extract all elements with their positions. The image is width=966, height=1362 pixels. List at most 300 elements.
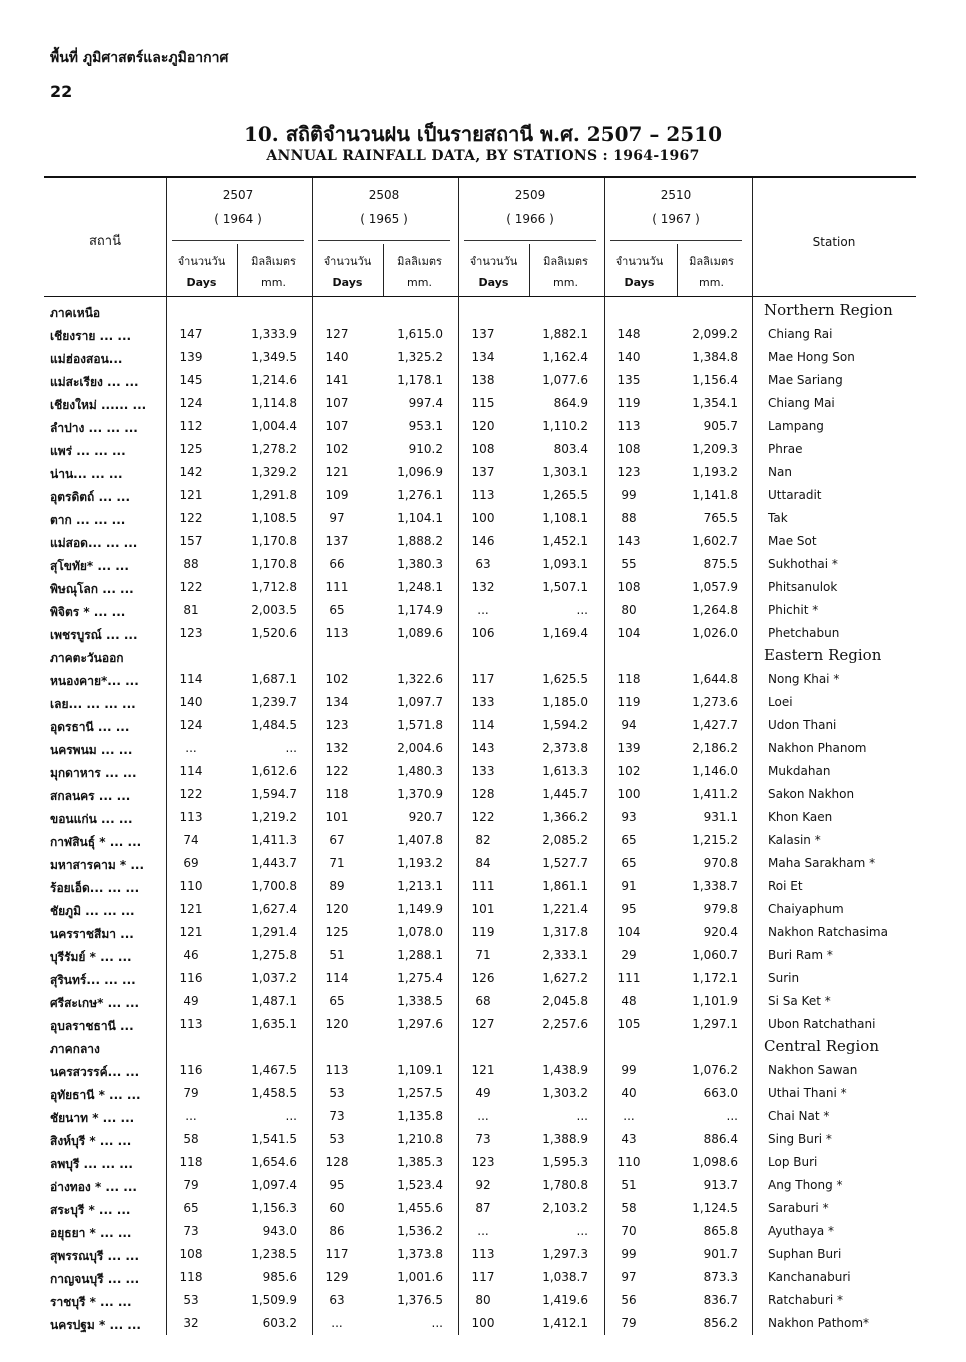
table-row xyxy=(44,668,916,691)
rain-mm-cell: 1,338.7 xyxy=(692,879,738,893)
station-name-english: Lop Buri xyxy=(768,1155,818,1169)
rain-mm-cell: 1,038.7 xyxy=(542,1270,588,1284)
station-name-english: Khon Kaen xyxy=(768,810,833,824)
rain-mm-cell: 1,329.2 xyxy=(251,465,297,479)
rain-mm-cell: 1,210.8 xyxy=(397,1132,443,1146)
rain-mm-cell: 1,411.2 xyxy=(692,787,738,801)
rain-mm-cell: 1,407.8 xyxy=(397,833,443,847)
rain-days-cell: 82 xyxy=(475,833,491,847)
rain-days-cell: 114 xyxy=(471,718,495,732)
table-row xyxy=(44,507,916,530)
rain-mm-cell: 1,571.8 xyxy=(397,718,443,732)
station-name-thai: เชียงราย ... ... xyxy=(50,329,132,343)
rain-mm-cell: 1,594.2 xyxy=(542,718,588,732)
station-name-thai: อ่างทอง * ... ... xyxy=(50,1180,137,1194)
station-name-english: Kanchanaburi xyxy=(768,1270,851,1284)
station-name-thai: สระบุรี * ... ... xyxy=(50,1203,131,1217)
station-name-english: Sing Buri * xyxy=(768,1132,832,1146)
rain-days-cell: 116 xyxy=(179,971,203,985)
station-name-english: Maha Sarakham * xyxy=(768,856,876,870)
year-be-header: 2510 xyxy=(660,188,692,202)
rain-days-cell: 68 xyxy=(475,994,491,1008)
rain-days-cell: 120 xyxy=(471,419,495,433)
station-name-thai: ร้อยเอ็ด... ... ... xyxy=(50,881,140,895)
rain-mm-cell: 920.4 xyxy=(703,925,738,939)
table-row xyxy=(44,369,916,392)
rain-days-cell: 101 xyxy=(325,810,349,824)
rain-days-cell: 118 xyxy=(179,1155,203,1169)
rain-mm-cell: 1,317.8 xyxy=(542,925,588,939)
station-name-thai: อุดรธานี ... ... xyxy=(50,720,130,734)
rain-mm-cell: 910.2 xyxy=(408,442,443,456)
rain-mm-cell: 1,214.6 xyxy=(251,373,297,387)
rain-mm-cell: 864.9 xyxy=(553,396,588,410)
rain-days-cell: 117 xyxy=(471,1270,495,1284)
rain-mm-cell: 913.7 xyxy=(703,1178,738,1192)
rain-mm-cell: 979.8 xyxy=(703,902,738,916)
rain-days-cell: 143 xyxy=(471,741,495,755)
rain-days-cell: 135 xyxy=(617,373,641,387)
rain-mm-cell: 873.3 xyxy=(703,1270,738,1284)
station-name-thai: สิงห์บุรี * ... ... xyxy=(50,1134,132,1148)
rain-days-cell: 73 xyxy=(329,1109,345,1123)
rain-mm-cell: 1,291.8 xyxy=(251,488,297,502)
rain-mm-cell: 1,303.1 xyxy=(542,465,588,479)
year-ce-header: ( 1966 ) xyxy=(506,212,554,226)
rain-days-cell: 118 xyxy=(325,787,349,801)
station-name-thai: แม่ฮ่องสอน... xyxy=(50,352,123,366)
rain-days-cell: 142 xyxy=(179,465,203,479)
station-name-thai: อุทัยธานี * ... ... xyxy=(50,1088,141,1102)
station-name-english: Ang Thong * xyxy=(768,1178,843,1192)
rain-mm-cell: 1,507.1 xyxy=(542,580,588,594)
rain-days-cell: 127 xyxy=(325,327,349,341)
rain-days-cell: ... xyxy=(477,1109,489,1123)
rain-days-cell: 100 xyxy=(617,787,641,801)
page-number: 22 xyxy=(50,82,73,101)
rain-mm-cell: 1,037.2 xyxy=(251,971,297,985)
rain-days-cell: 128 xyxy=(325,1155,349,1169)
rain-mm-cell: 1,076.2 xyxy=(692,1063,738,1077)
rain-days-cell: 139 xyxy=(617,741,641,755)
rain-mm-cell: 1,388.9 xyxy=(542,1132,588,1146)
rain-days-cell: 89 xyxy=(329,879,345,893)
rain-mm-cell: 1,001.6 xyxy=(397,1270,443,1284)
rain-days-cell: 134 xyxy=(325,695,349,709)
rain-mm-cell: 1,108.5 xyxy=(251,511,297,525)
rain-mm-cell: 1,185.0 xyxy=(542,695,588,709)
rain-mm-cell: 1,594.7 xyxy=(251,787,297,801)
station-name-english: Mukdahan xyxy=(768,764,831,778)
rain-mm-cell: ... xyxy=(431,1316,443,1330)
mm-en-header: mm. xyxy=(261,276,286,289)
station-name-english: Uttaradit xyxy=(768,488,822,502)
rain-mm-cell: 985.6 xyxy=(262,1270,297,1284)
rain-days-cell: 53 xyxy=(329,1086,345,1100)
table-row xyxy=(44,438,916,461)
rain-mm-cell: 1,275.8 xyxy=(251,948,297,962)
rain-mm-cell: 1,110.2 xyxy=(542,419,588,433)
mm-th-header: มิลลิเมตร xyxy=(397,255,442,268)
region-row xyxy=(44,645,916,668)
rain-days-cell: 86 xyxy=(329,1224,345,1238)
station-name-english: Nakhon Phanom xyxy=(768,741,867,755)
table-row xyxy=(44,1197,916,1220)
region-name-english: Eastern Region xyxy=(764,646,882,664)
year-ce-header: ( 1964 ) xyxy=(214,212,262,226)
rain-mm-cell: 1,098.6 xyxy=(692,1155,738,1169)
rain-mm-cell: 1,412.1 xyxy=(542,1316,588,1330)
rain-days-cell: 63 xyxy=(329,1293,345,1307)
station-name-english: Surin xyxy=(768,971,800,985)
rain-days-cell: 121 xyxy=(325,465,349,479)
rain-mm-cell: 1,273.6 xyxy=(692,695,738,709)
rain-days-cell: 94 xyxy=(621,718,637,732)
rain-days-cell: 121 xyxy=(471,1063,495,1077)
rain-mm-cell: 1,627.2 xyxy=(542,971,588,985)
station-name-english: Chiang Mai xyxy=(768,396,835,410)
rain-days-cell: ... xyxy=(623,1109,635,1123)
rain-mm-cell: 1,057.9 xyxy=(692,580,738,594)
rain-mm-cell: 1,170.8 xyxy=(251,534,297,548)
rain-mm-cell: 1,520.6 xyxy=(251,626,297,640)
rain-mm-cell: 1,455.6 xyxy=(397,1201,443,1215)
rain-days-cell: 29 xyxy=(621,948,637,962)
station-name-thai: ขอนแก่น ... ... xyxy=(50,812,133,826)
rain-days-cell: 99 xyxy=(621,1247,637,1261)
days-th-header: จำนวนวัน xyxy=(469,255,518,268)
rain-days-cell: 65 xyxy=(329,994,345,1008)
rain-days-cell: 116 xyxy=(179,1063,203,1077)
rain-days-cell: 110 xyxy=(179,879,203,893)
rain-days-cell: 107 xyxy=(325,396,349,410)
year-be-header: 2509 xyxy=(514,188,546,202)
table-row xyxy=(44,806,916,829)
rain-days-cell: 113 xyxy=(179,1017,203,1031)
rain-days-cell: 102 xyxy=(325,442,349,456)
rain-mm-cell: 2,099.2 xyxy=(692,327,738,341)
rain-mm-cell: 603.2 xyxy=(262,1316,297,1330)
region-name-english: Central Region xyxy=(764,1037,879,1055)
rain-days-cell: 121 xyxy=(179,925,203,939)
table-row xyxy=(44,415,916,438)
station-name-thai: ชัยภูมิ ... ... ... xyxy=(50,904,135,918)
rain-days-cell: 104 xyxy=(617,626,641,640)
rain-days-cell: 46 xyxy=(183,948,199,962)
station-name-english: Nakhon Sawan xyxy=(768,1063,858,1077)
station-name-thai: เลย... ... ... ... xyxy=(50,697,136,711)
header-rule xyxy=(44,296,916,297)
rain-days-cell: 114 xyxy=(179,672,203,686)
days-en-header: Days xyxy=(186,276,217,289)
rain-days-cell: 97 xyxy=(329,511,345,525)
rain-mm-cell: 1,265.5 xyxy=(542,488,588,502)
rain-mm-cell: 1,297.3 xyxy=(542,1247,588,1261)
rain-mm-cell: 1,411.3 xyxy=(251,833,297,847)
rain-days-cell: 79 xyxy=(621,1316,637,1330)
rain-days-cell: 140 xyxy=(179,695,203,709)
rain-days-cell: 122 xyxy=(325,764,349,778)
station-name-english: Nan xyxy=(768,465,792,479)
rain-mm-cell: 1,419.6 xyxy=(542,1293,588,1307)
rain-mm-cell: 1,288.1 xyxy=(397,948,443,962)
rain-days-cell: 124 xyxy=(179,396,203,410)
table-row xyxy=(44,1105,916,1128)
station-name-thai: ลำปาง ... ... ... xyxy=(50,421,138,435)
rain-mm-cell: 931.1 xyxy=(703,810,738,824)
rain-mm-cell: 1,349.5 xyxy=(251,350,297,364)
rain-mm-cell: 1,257.5 xyxy=(397,1086,443,1100)
rain-days-cell: 113 xyxy=(179,810,203,824)
rain-days-cell: 65 xyxy=(621,856,637,870)
table-row xyxy=(44,484,916,507)
rain-mm-cell: 1,484.5 xyxy=(251,718,297,732)
rain-mm-cell: 1,174.9 xyxy=(397,603,443,617)
rain-mm-cell: 1,209.3 xyxy=(692,442,738,456)
rain-days-cell: 126 xyxy=(471,971,495,985)
rain-days-cell: ... xyxy=(185,741,197,755)
rain-days-cell: 102 xyxy=(617,764,641,778)
rain-days-cell: 109 xyxy=(325,488,349,502)
rain-days-cell: 121 xyxy=(179,488,203,502)
rain-days-cell: 51 xyxy=(329,948,345,962)
table-row xyxy=(44,921,916,944)
rain-mm-cell: 803.4 xyxy=(553,442,588,456)
rain-days-cell: 79 xyxy=(183,1086,199,1100)
rain-days-cell: 120 xyxy=(325,902,349,916)
rain-days-cell: 111 xyxy=(325,580,349,594)
table-row xyxy=(44,1220,916,1243)
rain-days-cell: 122 xyxy=(471,810,495,824)
rain-days-cell: 117 xyxy=(471,672,495,686)
rain-days-cell: 145 xyxy=(179,373,203,387)
rain-days-cell: 113 xyxy=(471,488,495,502)
rain-days-cell: 132 xyxy=(325,741,349,755)
station-thai-header: สถานี xyxy=(89,234,121,249)
station-name-english: Saraburi * xyxy=(768,1201,829,1215)
station-name-thai: มหาสารคาม * ... xyxy=(50,858,145,872)
station-name-thai: เชียงใหม่ ...... ... xyxy=(50,398,147,412)
rain-mm-cell: 1,124.5 xyxy=(692,1201,738,1215)
rain-mm-cell: 2,003.5 xyxy=(251,603,297,617)
table-title-english: ANNUAL RAINFALL DATA, BY STATIONS : 1964-1967 xyxy=(266,148,700,164)
rain-days-cell: 70 xyxy=(621,1224,637,1238)
year-underline xyxy=(610,240,742,241)
section-header: พื้นที่ ภูมิศาสตร์และภูมิอากาศ xyxy=(50,50,229,66)
rain-days-cell: ... xyxy=(477,603,489,617)
rain-mm-cell: 1,602.7 xyxy=(692,534,738,548)
table-row xyxy=(44,530,916,553)
station-name-thai: แม่สอด... ... ... xyxy=(50,536,138,550)
station-name-thai: นครพนม ... ... xyxy=(50,743,133,757)
rain-mm-cell: 1,523.4 xyxy=(397,1178,443,1192)
rain-mm-cell: 1,509.9 xyxy=(251,1293,297,1307)
rain-mm-cell: 1,700.8 xyxy=(251,879,297,893)
rain-mm-cell: 1,077.6 xyxy=(542,373,588,387)
rain-mm-cell: 1,615.0 xyxy=(397,327,443,341)
station-name-thai: อุบลราชธานี ... xyxy=(50,1019,134,1033)
region-name-thai: ภาคเหนือ xyxy=(50,306,101,320)
rain-days-cell: 53 xyxy=(329,1132,345,1146)
rain-mm-cell: 1,004.4 xyxy=(251,419,297,433)
rain-days-cell: 123 xyxy=(325,718,349,732)
rain-mm-cell: 1,654.6 xyxy=(251,1155,297,1169)
rain-mm-cell: 1,097.4 xyxy=(251,1178,297,1192)
rain-days-cell: 108 xyxy=(617,580,641,594)
rain-mm-cell: 1,536.2 xyxy=(397,1224,443,1238)
station-name-english: Mae Sariang xyxy=(768,373,843,387)
station-name-thai: นครปฐม * ... ... xyxy=(50,1318,141,1332)
rain-days-cell: 56 xyxy=(621,1293,637,1307)
station-name-english: Roi Et xyxy=(768,879,803,893)
rain-mm-cell: 1,097.7 xyxy=(397,695,443,709)
rain-days-cell: 93 xyxy=(621,810,637,824)
rain-days-cell: ... xyxy=(331,1316,343,1330)
table-row xyxy=(44,1059,916,1082)
rain-days-cell: 84 xyxy=(475,856,491,870)
rain-mm-cell: 1,141.8 xyxy=(692,488,738,502)
table-row xyxy=(44,392,916,415)
table-row xyxy=(44,1013,916,1036)
rain-mm-cell: 1,480.3 xyxy=(397,764,443,778)
rain-days-cell: 119 xyxy=(617,396,641,410)
rain-mm-cell: 1,380.3 xyxy=(397,557,443,571)
rain-mm-cell: 1,135.8 xyxy=(397,1109,443,1123)
rain-mm-cell: 2,186.2 xyxy=(692,741,738,755)
rain-days-cell: 58 xyxy=(621,1201,637,1215)
rain-days-cell: 123 xyxy=(179,626,203,640)
rain-mm-cell: 901.7 xyxy=(703,1247,738,1261)
station-name-thai: กาญจนบุรี ... ... xyxy=(50,1272,140,1286)
days-th-header: จำนวนวัน xyxy=(177,255,226,268)
rain-days-cell: 118 xyxy=(179,1270,203,1284)
rain-days-cell: 92 xyxy=(475,1178,491,1192)
rain-mm-cell: 1,104.1 xyxy=(397,511,443,525)
rain-days-cell: ... xyxy=(477,1224,489,1238)
rain-days-cell: 80 xyxy=(475,1293,491,1307)
rain-mm-cell: 1,264.8 xyxy=(692,603,738,617)
table-title-thai: 10. สถิติจำนวนฝน เป็นรายสถานี พ.ศ. 2507 – 2510 xyxy=(243,122,723,146)
rain-mm-cell: 1,384.8 xyxy=(692,350,738,364)
rain-mm-cell: 1,427.7 xyxy=(692,718,738,732)
rain-mm-cell: 1,276.1 xyxy=(397,488,443,502)
rain-days-cell: 51 xyxy=(621,1178,637,1192)
rain-days-cell: 81 xyxy=(183,603,199,617)
rain-days-cell: 95 xyxy=(329,1178,345,1192)
rain-mm-cell: 905.7 xyxy=(703,419,738,433)
mm-en-header: mm. xyxy=(553,276,578,289)
station-name-english: Ubon Ratchathani xyxy=(768,1017,876,1031)
rain-days-cell: 127 xyxy=(471,1017,495,1031)
rain-mm-cell: 1,078.0 xyxy=(397,925,443,939)
rain-mm-cell: 1,366.2 xyxy=(542,810,588,824)
rain-mm-cell: 1,215.2 xyxy=(692,833,738,847)
rain-days-cell: 114 xyxy=(179,764,203,778)
station-name-thai: ตาก ... ... ... xyxy=(50,513,126,527)
table-row xyxy=(44,967,916,990)
rain-days-cell: 79 xyxy=(183,1178,199,1192)
station-name-thai: บุรีรัมย์ * ... ... xyxy=(50,950,132,964)
rain-mm-cell: 2,045.8 xyxy=(542,994,588,1008)
rain-days-cell: 99 xyxy=(621,488,637,502)
year-underline xyxy=(318,240,450,241)
rain-mm-cell: 970.8 xyxy=(703,856,738,870)
station-name-english: Nakhon Pathom* xyxy=(768,1316,870,1330)
rain-mm-cell: 1,373.8 xyxy=(397,1247,443,1261)
table-row xyxy=(44,1266,916,1289)
rain-mm-cell: 1,146.0 xyxy=(692,764,738,778)
rain-days-cell: 120 xyxy=(325,1017,349,1031)
rain-mm-cell: 1,882.1 xyxy=(542,327,588,341)
rain-mm-cell: 1,303.2 xyxy=(542,1086,588,1100)
rain-mm-cell: 1,238.5 xyxy=(251,1247,297,1261)
rain-mm-cell: 1,333.9 xyxy=(251,327,297,341)
rain-days-cell: 122 xyxy=(179,787,203,801)
station-name-english: Phichit * xyxy=(768,603,819,617)
station-name-english: Chaiyaphum xyxy=(768,902,844,916)
days-en-header: Days xyxy=(624,276,655,289)
rain-days-cell: 111 xyxy=(617,971,641,985)
station-name-english: Ayuthaya * xyxy=(768,1224,835,1238)
rain-days-cell: 102 xyxy=(325,672,349,686)
rain-days-cell: 129 xyxy=(325,1270,349,1284)
mm-th-header: มิลลิเมตร xyxy=(251,255,296,268)
rain-days-cell: 88 xyxy=(621,511,637,525)
rain-days-cell: 125 xyxy=(325,925,349,939)
rain-days-cell: 67 xyxy=(329,833,345,847)
mm-th-header: มิลลิเมตร xyxy=(689,255,734,268)
table-row xyxy=(44,852,916,875)
station-name-english: Ratchaburi * xyxy=(768,1293,843,1307)
rain-days-cell: 148 xyxy=(617,327,641,341)
station-name-thai: มุกดาหาร ... ... xyxy=(50,766,137,780)
rain-mm-cell: 1,060.7 xyxy=(692,948,738,962)
rain-days-cell: 123 xyxy=(471,1155,495,1169)
rain-days-cell: 58 xyxy=(183,1132,199,1146)
rain-mm-cell: 997.4 xyxy=(408,396,443,410)
rain-days-cell: 49 xyxy=(475,1086,491,1100)
rain-mm-cell: 1,780.8 xyxy=(542,1178,588,1192)
rain-days-cell: 87 xyxy=(475,1201,491,1215)
rain-mm-cell: 1,595.3 xyxy=(542,1155,588,1169)
region-name-thai: ภาคตะวันออก xyxy=(50,651,124,665)
rain-days-cell: 106 xyxy=(471,626,495,640)
rain-days-cell: 97 xyxy=(621,1270,637,1284)
rain-days-cell: 100 xyxy=(471,511,495,525)
rain-days-cell: 137 xyxy=(471,327,495,341)
days-th-header: จำนวนวัน xyxy=(323,255,372,268)
rain-mm-cell: 1,888.2 xyxy=(397,534,443,548)
rain-mm-cell: 1,625.5 xyxy=(542,672,588,686)
rain-mm-cell: 1,093.1 xyxy=(542,557,588,571)
rain-mm-cell: 1,297.1 xyxy=(692,1017,738,1031)
rain-days-cell: 128 xyxy=(471,787,495,801)
rain-mm-cell: 1,291.4 xyxy=(251,925,297,939)
rain-days-cell: 134 xyxy=(471,350,495,364)
table-row xyxy=(44,622,916,645)
table-row xyxy=(44,691,916,714)
rain-days-cell: 53 xyxy=(183,1293,199,1307)
rain-mm-cell: 1,156.4 xyxy=(692,373,738,387)
table-row xyxy=(44,760,916,783)
region-name-english: Northern Region xyxy=(764,301,893,319)
station-name-thai: สุรินทร์... ... ... xyxy=(50,973,136,987)
rain-mm-cell: 1,109.1 xyxy=(397,1063,443,1077)
table-row xyxy=(44,1312,916,1335)
rain-days-cell: 71 xyxy=(329,856,345,870)
rain-days-cell: 69 xyxy=(183,856,199,870)
station-name-english: Lampang xyxy=(768,419,824,433)
